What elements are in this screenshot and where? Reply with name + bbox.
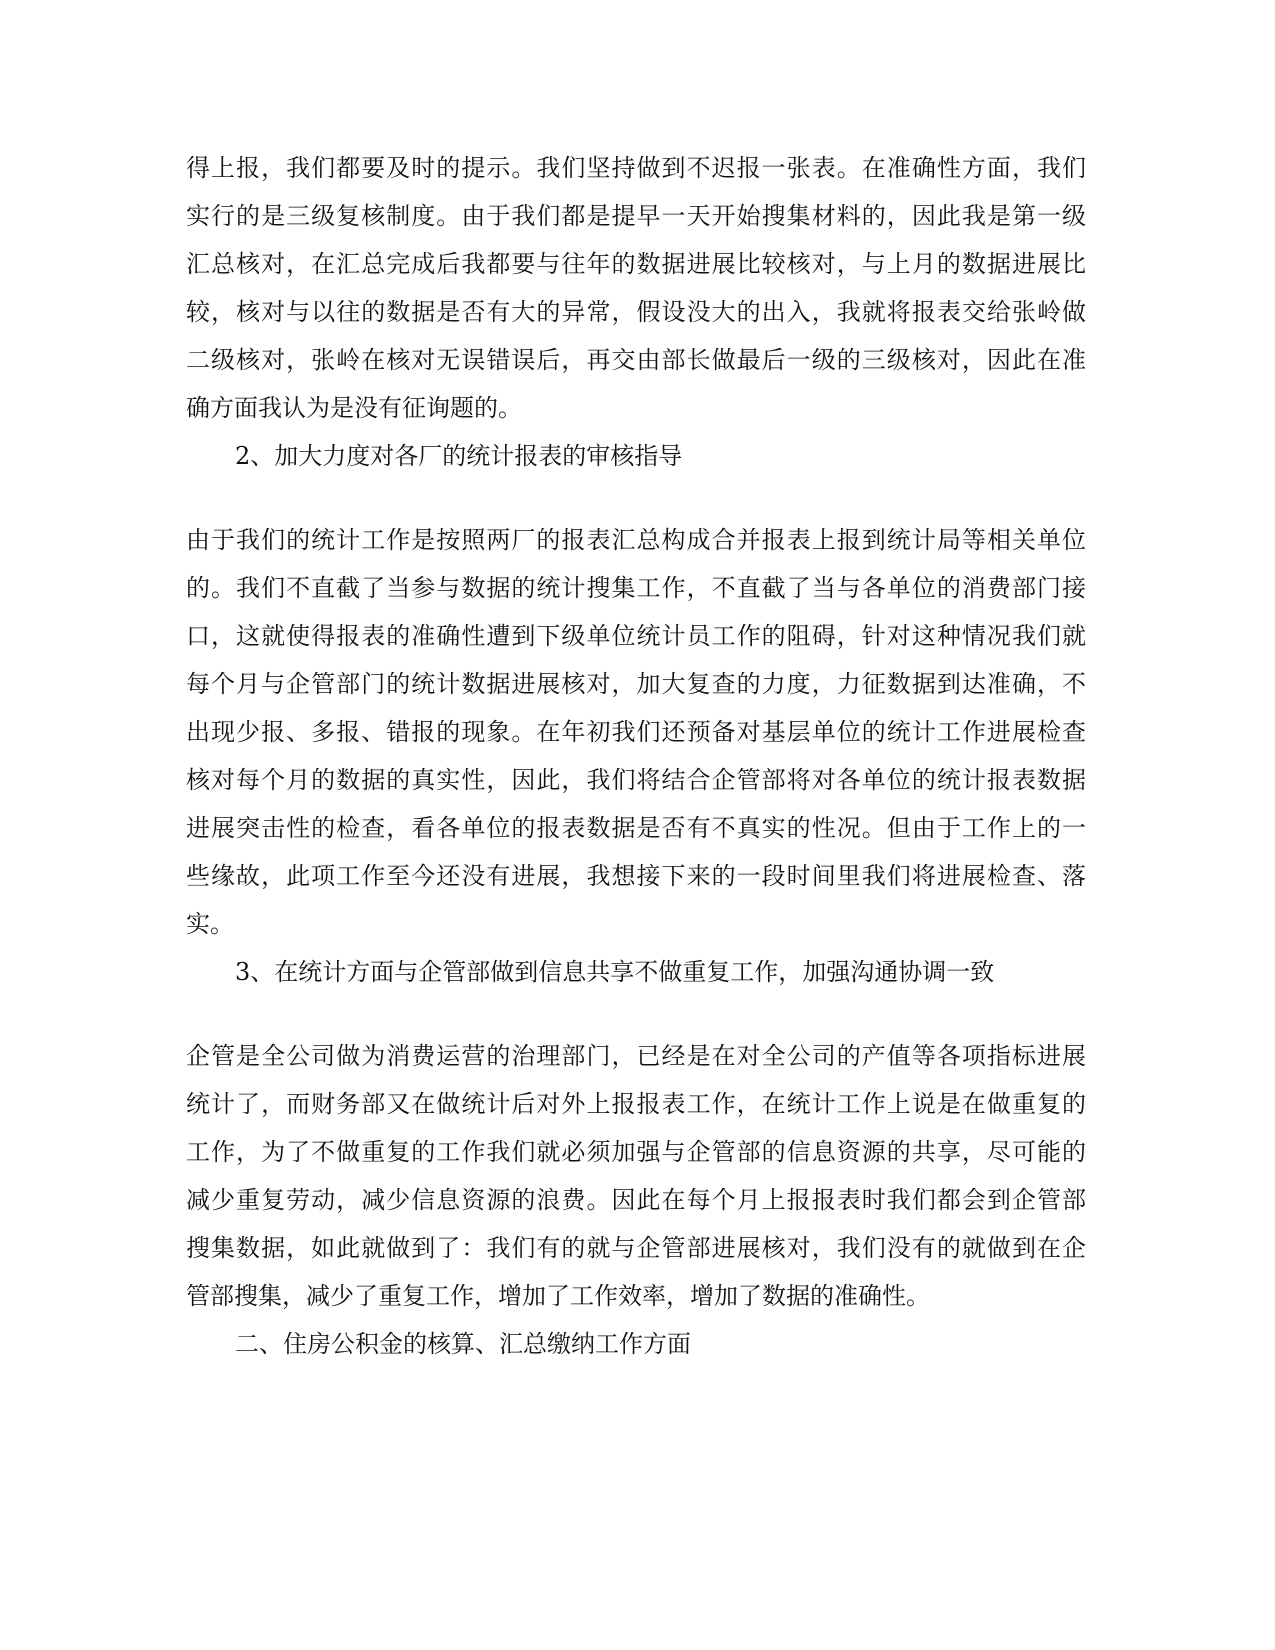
body-text-line: 核对每个月的数据的真实性，因此，我们将结合企管部将对各单位的统计报表数据 [186, 766, 1086, 794]
section-heading: 二、住房公积金的核算、汇总缴纳工作方面 [235, 1330, 691, 1358]
body-text-line: 出现少报、多报、错报的现象。在年初我们还预备对基层单位的统计工作进展检查 [186, 718, 1086, 746]
body-text-line: 较，核对与以往的数据是否有大的异常，假设没大的出入，我就将报表交给张岭做 [186, 298, 1086, 326]
body-text-line: 的。我们不直截了当参与数据的统计搜集工作，不直截了当与各单位的消费部门接 [186, 574, 1086, 602]
body-text-line: 二级核对，张岭在核对无误错误后，再交由部长做最后一级的三级核对，因此在准 [186, 346, 1086, 374]
body-text-line: 管部搜集，减少了重复工作，增加了工作效率，增加了数据的准确性。 [186, 1282, 930, 1310]
body-text-line: 搜集数据，如此就做到了：我们有的就与企管部进展核对，我们没有的就做到在企 [186, 1234, 1086, 1262]
body-text-line: 得上报，我们都要及时的提示。我们坚持做到不迟报一张表。在准确性方面，我们 [186, 154, 1086, 182]
section-heading: 3、在统计方面与企管部做到信息共享不做重复工作，加强沟通协调一致 [235, 958, 995, 986]
body-text-line: 统计了，而财务部又在做统计后对外上报报表工作，在统计工作上说是在做重复的 [186, 1090, 1086, 1118]
body-text-line: 实行的是三级复核制度。由于我们都是提早一天开始搜集材料的，因此我是第一级 [186, 202, 1086, 230]
body-text-line: 每个月与企管部门的统计数据进展核对，加大复查的力度，力征数据到达准确，不 [186, 670, 1086, 698]
body-text-line: 些缘故，此项工作至今还没有进展，我想接下来的一段时间里我们将进展检查、落 [186, 862, 1086, 890]
body-text-line: 工作，为了不做重复的工作我们就必须加强与企管部的信息资源的共享，尽可能的 [186, 1138, 1086, 1166]
body-text-line: 口，这就使得报表的准确性遭到下级单位统计员工作的阻碍，针对这种情况我们就 [186, 622, 1086, 650]
body-text-line: 确方面我认为是没有征询题的。 [186, 394, 522, 422]
body-text-line: 进展突击性的检查，看各单位的报表数据是否有不真实的性况。但由于工作上的一 [186, 814, 1086, 842]
body-text-line: 企管是全公司做为消费运营的治理部门，已经是在对全公司的产值等各项指标进展 [186, 1042, 1086, 1070]
body-text-line: 由于我们的统计工作是按照两厂的报表汇总构成合并报表上报到统计局等相关单位 [186, 526, 1086, 554]
body-text-line: 实。 [186, 910, 234, 938]
body-text-line: 汇总核对，在汇总完成后我都要与往年的数据进展比较核对，与上月的数据进展比 [186, 250, 1086, 278]
body-text-line: 减少重复劳动，减少信息资源的浪费。因此在每个月上报报表时我们都会到企管部 [186, 1186, 1086, 1214]
section-heading: 2、加大力度对各厂的统计报表的审核指导 [235, 442, 683, 470]
